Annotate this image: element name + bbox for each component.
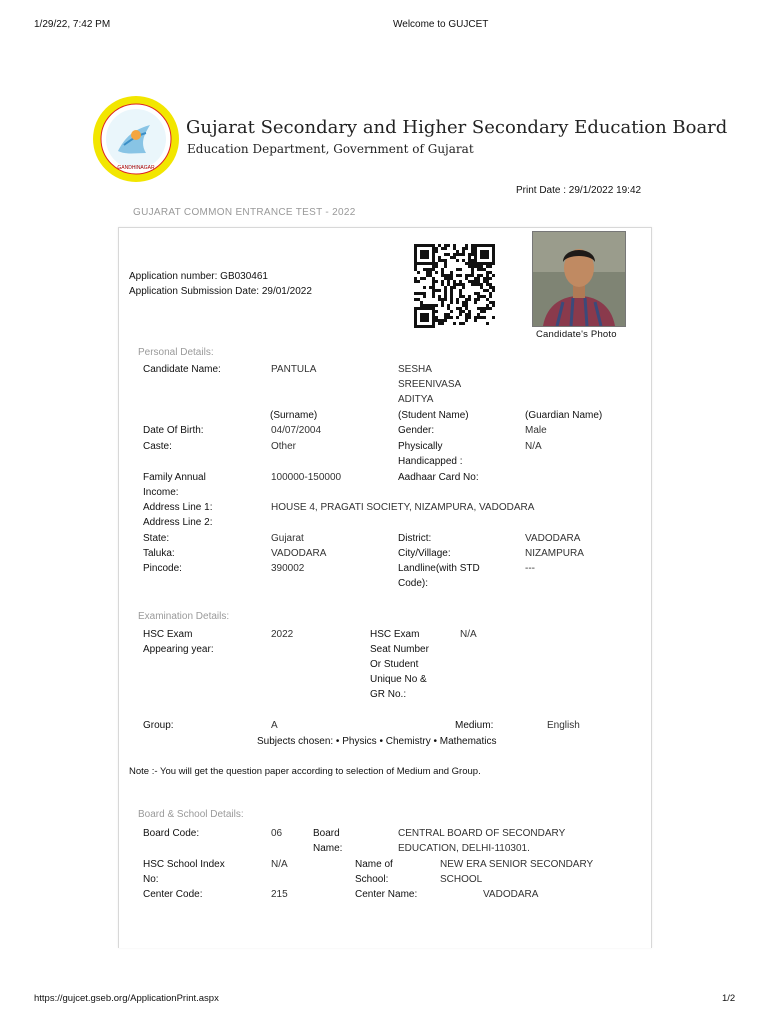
school-name-value: NEW ERA SENIOR SECONDARY SCHOOL bbox=[440, 859, 593, 885]
center-code-value: 215 bbox=[271, 889, 288, 900]
address-line1-label: Address Line 1: bbox=[143, 502, 213, 513]
board-name: Gujarat Secondary and Higher Secondary Education Board bbox=[186, 117, 728, 138]
page-title: Welcome to GUJCET bbox=[393, 19, 489, 30]
hsc-year-label: HSC Exam Appearing year: bbox=[143, 629, 214, 655]
pincode-label: Pincode: bbox=[143, 563, 182, 574]
hsc-seat-label: HSC Exam Seat Number Or Student Unique No & GR No.: bbox=[370, 629, 429, 700]
medium-label: Medium: bbox=[455, 720, 494, 731]
caste-value: Other bbox=[271, 441, 297, 452]
footer-page: 1/2 bbox=[722, 993, 736, 1004]
family-income-label: Family Annual Income: bbox=[143, 472, 206, 498]
hsc-year-value: 2022 bbox=[271, 629, 294, 640]
landline-label: Landline(with STD Code): bbox=[398, 563, 480, 589]
taluka-value: VADODARA bbox=[271, 548, 327, 559]
aadhaar-label: Aadhaar Card No: bbox=[398, 472, 479, 483]
svg-text:GANDHINAGAR: GANDHINAGAR bbox=[117, 165, 155, 171]
board-logo bbox=[92, 95, 180, 183]
gender-label: Gender: bbox=[398, 425, 435, 436]
group-label: Group: bbox=[143, 720, 174, 731]
student-name: SESHA SREENIVASA ADITYA bbox=[398, 364, 461, 405]
subjects-chosen: Subjects chosen: • Physics • Chemistry • Mathematics bbox=[257, 736, 497, 747]
board-code-label: Board Code: bbox=[143, 828, 200, 839]
group-value: A bbox=[271, 720, 278, 731]
student-name-caption: (Student Name) bbox=[398, 410, 469, 421]
board-name-value: CENTRAL BOARD OF SECONDARY EDUCATION, DELHI-110301. bbox=[398, 828, 566, 854]
board-school-details-title: Board & School Details: bbox=[138, 809, 244, 820]
city-label: City/Village: bbox=[398, 548, 451, 559]
school-name-label: Name of School: bbox=[355, 859, 393, 885]
qr-code bbox=[414, 242, 496, 328]
physically-handicapped-value: N/A bbox=[525, 441, 542, 452]
note-text: Note :- You will get the question paper according to selection of Medium and Group. bbox=[129, 766, 481, 777]
dob-value: 04/07/2004 bbox=[271, 425, 322, 436]
hsc-seat-value: N/A bbox=[460, 629, 477, 640]
examination-details-title: Examination Details: bbox=[138, 611, 230, 622]
board-subtitle: Education Department, Government of Gujarat bbox=[187, 142, 474, 156]
address-line2-label: Address Line 2: bbox=[143, 517, 213, 528]
candidate-name-label: Candidate Name: bbox=[143, 364, 221, 375]
family-income-value: 100000-150000 bbox=[271, 472, 342, 483]
school-index-value: N/A bbox=[271, 859, 288, 870]
center-name-value: VADODARA bbox=[483, 889, 539, 900]
print-datetime: 1/29/22, 7:42 PM bbox=[34, 19, 111, 30]
center-name-label: Center Name: bbox=[355, 889, 418, 900]
city-value: NIZAMPURA bbox=[525, 548, 584, 559]
physically-handicapped-label: Physically Handicapped : bbox=[398, 441, 463, 467]
caste-label: Caste: bbox=[143, 441, 172, 452]
print-date: Print Date : 29/1/2022 19:42 bbox=[516, 185, 642, 196]
school-index-label: HSC School Index No: bbox=[143, 859, 225, 885]
guardian-name-caption: (Guardian Name) bbox=[525, 410, 603, 421]
footer-url: https://gujcet.gseb.org/ApplicationPrint.aspx bbox=[34, 993, 219, 1004]
taluka-label: Taluka: bbox=[143, 548, 175, 559]
center-code-label: Center Code: bbox=[143, 889, 203, 900]
surname: PANTULA bbox=[271, 364, 317, 375]
exam-title: GUJARAT COMMON ENTRANCE TEST - 2022 bbox=[133, 207, 356, 218]
pincode-value: 390002 bbox=[271, 563, 305, 574]
board-code-value: 06 bbox=[271, 828, 283, 839]
state-label: State: bbox=[143, 533, 170, 544]
application-number: Application number: GB030461 bbox=[129, 271, 268, 282]
personal-details-title: Personal Details: bbox=[138, 347, 214, 358]
district-label: District: bbox=[398, 533, 432, 544]
address-line1-value: HOUSE 4, PRAGATI SOCIETY, NIZAMPURA, VADODARA bbox=[271, 502, 535, 513]
board-name-label: Board Name: bbox=[313, 828, 343, 854]
application-date: Application Submission Date: 29/01/2022 bbox=[129, 286, 312, 297]
dob-label: Date Of Birth: bbox=[143, 425, 204, 436]
medium-value: English bbox=[547, 720, 580, 731]
surname-caption: (Surname) bbox=[270, 410, 318, 421]
photo-caption: Candidate's Photo bbox=[536, 329, 617, 340]
candidate-photo bbox=[532, 231, 626, 327]
landline-value: --- bbox=[525, 563, 535, 574]
district-value: VADODARA bbox=[525, 533, 581, 544]
state-value: Gujarat bbox=[271, 533, 304, 544]
gender-value: Male bbox=[525, 425, 547, 436]
